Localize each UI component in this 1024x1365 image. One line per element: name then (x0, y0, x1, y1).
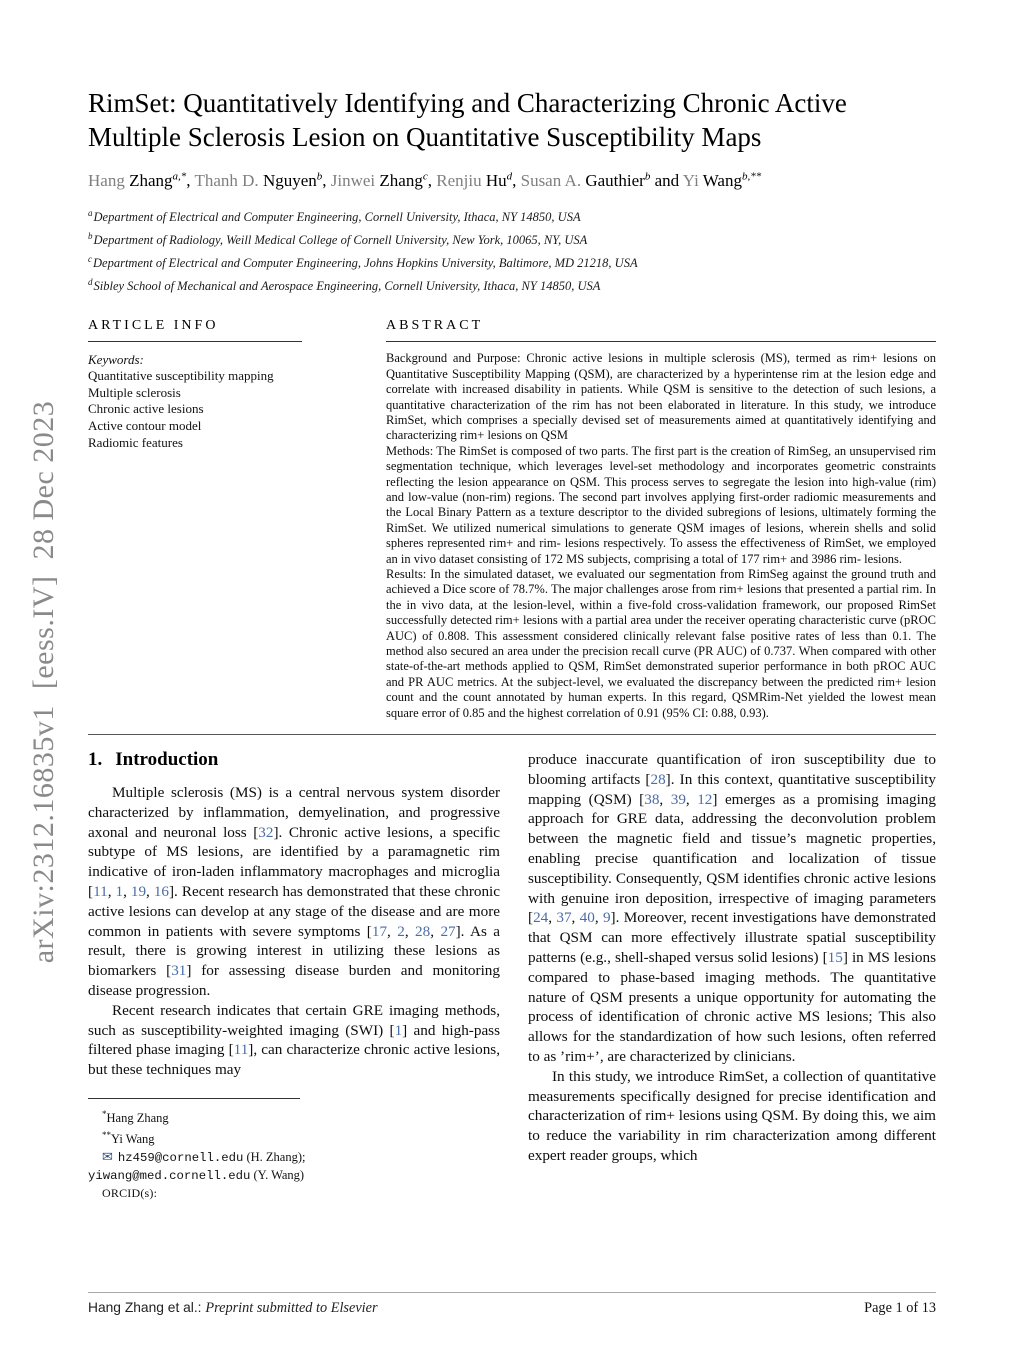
envelope-icon: ✉ (102, 1149, 113, 1165)
abstract-rule (386, 341, 936, 342)
body-columns (88, 735, 936, 1202)
introduction-heading: 1. Introduction (88, 749, 219, 771)
orcid-label: ORCID(s): (102, 1186, 158, 1201)
email-line: yiwang@med.cornell.edu (Y. Wang) (88, 1168, 305, 1184)
citation-link[interactable]: 16 (153, 883, 169, 901)
author-affiliation-mark: b,** (741, 170, 762, 182)
abstract-paragraph-results: Results: In the simulated dataset, we evaluated our segmentation from RimSeg against the ground truth and achieved a Dice score of 78.7%. The major challenges arose from rim+ lesions that presented a partial rim. In the in vivo data, at the lesion-level, within a five-fold cross-validation framework, our proposed RimSet successfully detected rim+ lesions with a partial area under the receiver operating characteristic curve (pROC AUC) of 0.808. This assessment considered clinically relevant false positive rates of less than 0.1. The method also secured an area under the precision recall curve (PR AUC) of 0.737. When compared with other state-of-the-art methods applied to QSM, RimSet demonstrated superior performance in both pROC AUC and PR AUC metrics. At the subject-level, we evaluated the discrepancy between the predicted rim+ lesion count and the count annotated by human experts. In this regard, QSMRim-Net yielded the lowest mean square error of 0.85 and the highest correlation of 0.91 (95% CI: 0.88, 0.93). (386, 566, 936, 720)
citation-link[interactable]: 38 (644, 790, 660, 808)
body-paragraph: In this study, we introduce RimSet, a collection of quantitative measurements specifically designed for precise identification and characterization of rim+ lesions using QSM. By doing this, we aim to reduce the variability in rim characterization among different expert reader groups, which (528, 1067, 936, 1164)
author-affiliation-mark: b (316, 170, 323, 182)
author-affiliation-mark: d (506, 170, 513, 182)
citation-link[interactable]: 11 (93, 883, 108, 901)
article-info-column (88, 318, 358, 721)
page-number: Page 1 of 13 (864, 1300, 936, 1316)
citation-link[interactable]: 11 (233, 1041, 249, 1059)
citation-link[interactable]: 28 (650, 770, 666, 788)
author: Yi Wang$^{b,**}$ (682, 170, 762, 190)
article-info-rule (88, 341, 302, 342)
citation-link[interactable]: 1 (115, 883, 124, 901)
abstract-paragraph-background: Background and Purpose: Chronic active lesions in multiple sclerosis (MS), termed as rim+ lesions on Quantitative Susceptibility Mapping (QSM), are characterized by a hyperintense rim at the lesion edge and correlate with increased disability in patients. While QSM is sensitive to the detection of such lesions, a quantitative characterization of the rim has not been elaborated in literature. In this study, we introduce RimSet, which comprises a specially devised set of measurements aimed at quantitatively identifying and characterizing rim+ lesions on QSM (386, 351, 936, 443)
abstract-column (386, 318, 936, 721)
footer-rule (88, 1292, 936, 1293)
abstract-paragraph-methods: Methods: The RimSet is composed of two parts. The first part is the creation of RimSeg, an unsupervised rim segmentation technique, which leverages level-set methodology and incorporates geometric constraints reflecting the lesion appearance on QSM. This process serves to segregate the lesion into high-value (rim) and low-value (non-rim) regions. The second part involves applying first-order radiomic measurements and the Local Binary Pattern as a texture descriptor to the divided subregions of lesions, ultimately forming the RimSet. We utilized numerical simulations to generate QSM images of lesions, wherein shells and solid spheres represented rim+ and rim- lesions respectively. To assess the effectiveness of RimSet, we employed an in vivo dataset consisting of 172 MS subjects, comprising a total of 177 rim+ and 3986 rim- lesions. (386, 443, 936, 566)
body-paragraph: Multiple sclerosis (MS) is a central nervous system disorder characterized by inflammation, demyelination, and progressive axonal and neuronal loss [32]. Chronic active lesions, a specific subtype of MS lesions, are identified by a paramagnetic rim indicative of iron-laden inflammatory macrophages and microglia [11, 1, 19, 16]. Recent research has demonstrated that these chronic active lesions can develop at any stage of the disease and are more common in patients with severe symptoms [17, 2, 28, 27]. As a result, there is growing interest in utilizing these lesions as biomarkers [31] for assessing disease burden and monitoring disease progression. (88, 784, 501, 999)
citation-link[interactable]: 17 (371, 922, 388, 940)
affiliation: $^a$Department of Electrical and Computer Engineering, Cornell University, Ithaca, NY 14850, USA (88, 207, 581, 224)
body-paragraph: produce inaccurate quantification of iron susceptibility due to blooming artifacts [28]. In this context, quantitative susceptibility mapping (QSM) [38, 39, 12] emerges as a promising imaging approach for GRE data, addressing the deconvolution problem between the magnetic field and tissue’s magnetic properties, enabling precise quantification and localization of tissue susceptibility. Consequently, QSM identifies chronic active lesions with genuine iron deposition, irrespective of imaging parameters [24, 37, 40, 9]. Moreover, recent investigations have demonstrated that QSM can more effectively illustrate spatial susceptibility patterns (e.g., shell-shaped versus solid lesions) [15] in MS lesions compared to phase-based imaging methods. The quantitative nature of QSM presents a unique opportunity for automating the process of identification of chronic active MS lesions; This also allows for the standardization of how such lesions, often referred to as ’rim+’, are characterized by clinicians. (528, 751, 936, 1065)
keywords-label: Keywords: (88, 352, 144, 368)
corresponding-author-note: *Hang Zhang (102, 1108, 169, 1126)
corresponding-author-note: **Yi Wang (102, 1130, 155, 1147)
citation-link[interactable]: 19 (130, 883, 147, 901)
citation-link[interactable]: 27 (440, 922, 456, 940)
citation-link[interactable]: 40 (579, 909, 595, 927)
author: Jinwei Zhang$^c$, (330, 170, 437, 190)
author: Hang Zhang$^{a,*}$, (88, 170, 195, 190)
citation-link[interactable]: 12 (697, 790, 713, 808)
author: Renjiu Hu$^d$, (436, 170, 521, 190)
abstract-heading: ABSTRACT (386, 318, 484, 334)
citation-link[interactable]: 15 (827, 949, 843, 966)
keyword-item: Active contour model (88, 418, 202, 434)
citation-link[interactable]: 24 (533, 909, 549, 927)
paper-content (88, 86, 936, 1202)
author: Susan A. Gauthier$^b$ and (520, 170, 683, 190)
citation-link[interactable]: 37 (556, 909, 572, 927)
affiliation: $^d$Sibley School of Mechanical and Aerospace Engineering, Cornell University, Ithaca, NY 14850, USA (88, 277, 601, 294)
body-left-column (88, 735, 500, 1202)
affiliation-list (88, 204, 936, 297)
citation-link[interactable]: 39 (670, 790, 686, 808)
keyword-item: Radiomic features (88, 434, 183, 450)
info-abstract-section (88, 318, 936, 721)
footnote-rule (88, 1098, 300, 1099)
author-affiliation-mark: a,* (172, 170, 187, 182)
footnote-block (88, 1098, 500, 1202)
page-footer (88, 1292, 936, 1317)
author-affiliation-mark: b (644, 170, 651, 182)
affiliation: $^c$Department of Electrical and Computer Engineering, Johns Hopkins University, Baltimore, MD 21218, USA (88, 253, 638, 271)
email-link[interactable]: yiwang@med.cornell.edu (88, 1169, 251, 1184)
citation-link[interactable]: 31 (171, 962, 187, 980)
citation-link[interactable]: 32 (258, 823, 274, 841)
author-line (88, 170, 936, 191)
citation-link[interactable]: 28 (415, 922, 431, 940)
keyword-item: Quantitative susceptibility mapping (88, 368, 274, 384)
abstract-text (386, 351, 936, 721)
citation-link[interactable]: 2 (397, 922, 405, 940)
keyword-item: Multiple sclerosis (88, 384, 181, 400)
email-line: ✉ hz459@cornell.edu (H. Zhang); (102, 1149, 306, 1166)
arxiv-watermark: arXiv:2312.16835v1 [eess.IV] 28 Dec 2023 (27, 400, 60, 964)
paper-title: RimSet: Quantitatively Identifying and Characterizing Chronic Active Multiple Sclerosis Lesion on Quantitative Susceptibility Maps (88, 88, 847, 152)
keyword-item: Chronic active lesions (88, 401, 204, 417)
email-link[interactable]: hz459@cornell.edu (117, 1151, 244, 1166)
running-footer: Hang Zhang et al.: Preprint submitted to Elsevier (88, 1300, 378, 1316)
author-affiliation-mark: c (422, 170, 428, 182)
author: Thanh D. Nguyen$^b$, (194, 170, 331, 190)
citation-link[interactable]: 9 (602, 909, 611, 927)
citation-link[interactable]: 1 (394, 1021, 403, 1039)
affiliation: $^b$Department of Radiology, Weill Medical College of Cornell University, New York, 10065, NY, USA (88, 230, 588, 247)
article-info-heading: ARTICLE INFO (88, 318, 219, 334)
body-paragraph: Recent research indicates that certain GRE imaging methods, such as susceptibility-weighted imaging (SWI) [1] and high-pass filtered phase imaging [11], can characterize chronic active lesions, but these techniques may (88, 1001, 501, 1079)
body-right-column (528, 735, 936, 1202)
